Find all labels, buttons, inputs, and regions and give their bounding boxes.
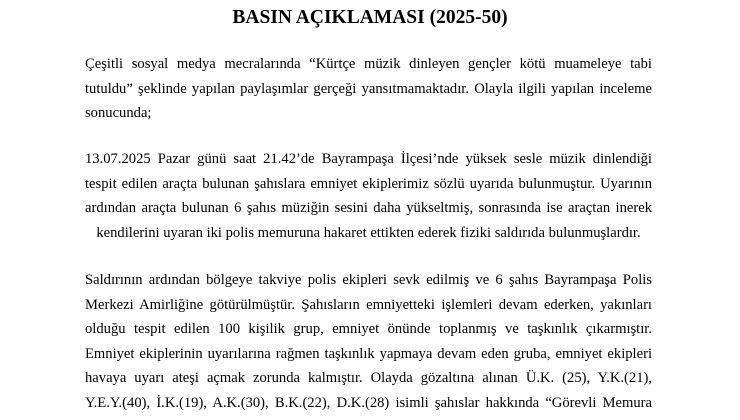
paragraph-line: sonucunda; [85, 105, 152, 121]
paragraph-2 [85, 147, 652, 245]
paragraph-line: olduğu tespit edilen 100 kişilik grup, emniyet önünde toplanmış ve taşkınlık çıkarmıştır. [85, 321, 652, 337]
document-title: BASIN AÇIKLAMASI (2025-50) [232, 7, 508, 28]
paragraph-line: tespit edilen araçta bulunan şahıslara emniyet ekiplerimiz sözlü uyarıda bulunmuştur. Uyarının [85, 175, 652, 192]
paragraph-3 [85, 268, 652, 415]
paragraph-line: Emniyet ekiplerinin uyarılarına rağmen taşkınlık yapmaya devam eden gruba, emniyet ekipleri [85, 345, 652, 362]
paragraph-line: 13.07.2025 Pazar günü saat 21.42’de Bayrampaşa İlçesi’nde yüksek sesle müzik dinlendiği [85, 151, 652, 167]
paragraph-line: ardından araçta bulunan 6 şahıs müziğin sesini daha yükseltmiş, sonrasında ise araçtan inerek [85, 200, 652, 216]
paragraph-line: Çeşitli sosyal medya mecralarında “Kürtçe müzik dinleyen gençler kötü muameleye tabi [85, 56, 652, 72]
paragraph-line: Saldırının ardından bölgeye takviye polis ekipleri sevk edilmiş ve 6 şahıs Bayrampaşa Polis [85, 272, 652, 288]
paragraph-line: tutuldu” şeklinde yapılan paylaşımlar gerçeği yansıtmamaktadır. Olayla ilgili yapılan inceleme [85, 80, 652, 97]
paragraph-line: Y.E.Y.(40), İ.K.(19), A.K.(30), B.K.(22), D.K.(28) isimli şahıslar hakkında “Görevli Memura [85, 394, 652, 411]
paragraph-line: Merkezi Amirliğine götürülmüştür. Şahısların emniyetteki işlemleri devam ederken, yakınları [85, 296, 652, 313]
paragraph-line: kendilerini uyaran iki polis memuruna hakaret ettikten ederek fiziki saldırıda bulunmuşlardır. [96, 224, 641, 241]
paragraph-1 [85, 52, 652, 126]
paragraph-line: havaya uyarı ateşi açmak zorunda kalmıştır. Olayda gözaltına alınan Ü.K. (25), Y.K.(21), [85, 370, 652, 386]
